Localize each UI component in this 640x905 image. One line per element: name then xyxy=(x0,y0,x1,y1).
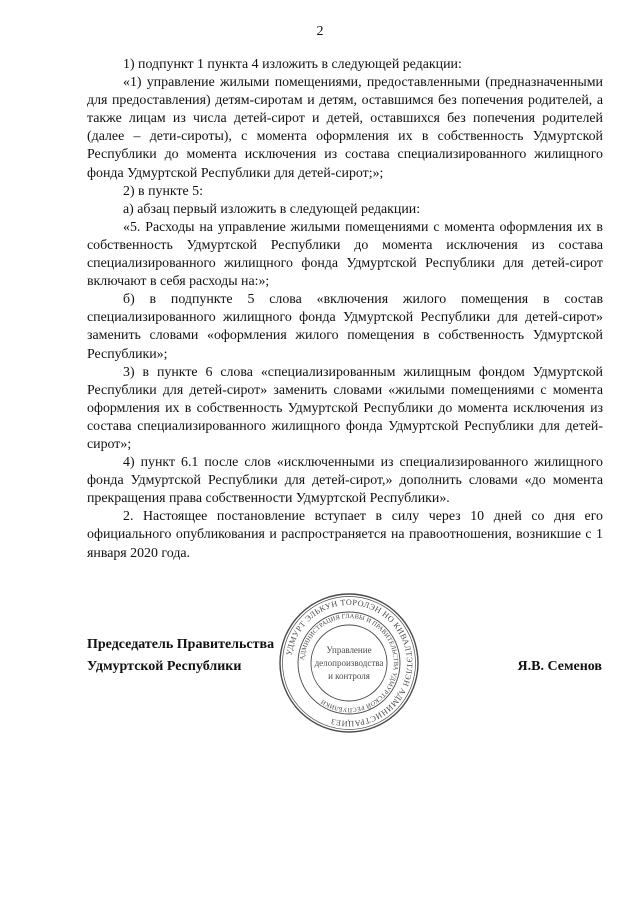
paragraph: 2) в пункте 5: xyxy=(123,183,203,199)
paragraph: 2. Настоящее постановление вступает в силу через 10 дней со дня его официального опубликования и распространяется на правоотношения, возникшие с 1 января 2020 года. xyxy=(87,509,603,561)
stamp-center-line: и контроля xyxy=(328,671,370,681)
page-number: 2 xyxy=(316,24,324,39)
document-body xyxy=(87,56,603,563)
paragraph: «1) управление жилыми помещениями, предоставленными (предназначенными для предоставления) детям-сиротам и детям, оставшимся без попечения родителей, а также лицам из числа детей-сирот и детей, оставшихся без попечения родителей (далее – дети-сироты), с момента оформления их в собственность Удмуртской Республики до момента исключения из состава специализированного жилищного фонда Удмуртской Республики для детей-сирот;»; xyxy=(87,75,603,181)
signatory-name: Я.В. Семенов xyxy=(517,659,602,674)
paragraph: 4) пункт 6.1 после слов «исключенными из специализированного жилищного фонда Удмуртской Республики для детей-сирот,» дополнить словами «до момента прекращения права собственности Удмуртской Республики». xyxy=(87,455,603,507)
stamp-outer-text: УДМУРТ ЭЛЬКУН ТОРОЛЭН НО КИВАЛТЭТЛЭН АДМИНИСТРАЦИЕЗ xyxy=(284,597,415,729)
official-stamp xyxy=(277,591,421,735)
paragraph: 1) подпункт 1 пункта 4 изложить в следующей редакции: xyxy=(123,57,462,72)
signatory-title xyxy=(87,634,274,678)
stamp-inner-text: АДМИНИСТРАЦИЯ ГЛАВЫ И ПРАВИТЕЛЬСТВА УДМУРТСКОЙ РЕСПУБЛИКИ xyxy=(299,612,400,714)
paragraph: 3) в пункте 6 слова «специализированным жилищным фондом Удмуртской Республики для детей-сирот» заменить словами «жилыми помещениями с момента оформления их в собственность Удмуртской Республики до момента исключения из состава специализированного жилищного фонда Удмуртской Республики для детей-сирот»; xyxy=(87,364,603,452)
paragraph: «5. Расходы на управление жилыми помещениями с момента оформления их в собственность Удмуртской Республики до момента исключения из состава специализированного жилищного фонда Удмуртской Республики для детей-сирот включают в себя расходы на:»; xyxy=(87,219,603,290)
paragraph: а) абзац первый изложить в следующей редакции: xyxy=(123,201,421,217)
signatory-title-line: Удмуртской Республики xyxy=(87,659,242,674)
paragraph: б) в подпункте 5 слова «включения жилого помещения в состав специализированного жилищного фонда Удмуртской Республики для детей-сирот» заменить словами «оформления жилого помещения в собственность Удмуртской Республики»; xyxy=(87,292,603,362)
stamp-center-line: Управление xyxy=(326,645,372,655)
stamp-center-line: делопроизводства xyxy=(314,658,384,668)
signatory-title-line: Председатель Правительства xyxy=(87,637,275,652)
